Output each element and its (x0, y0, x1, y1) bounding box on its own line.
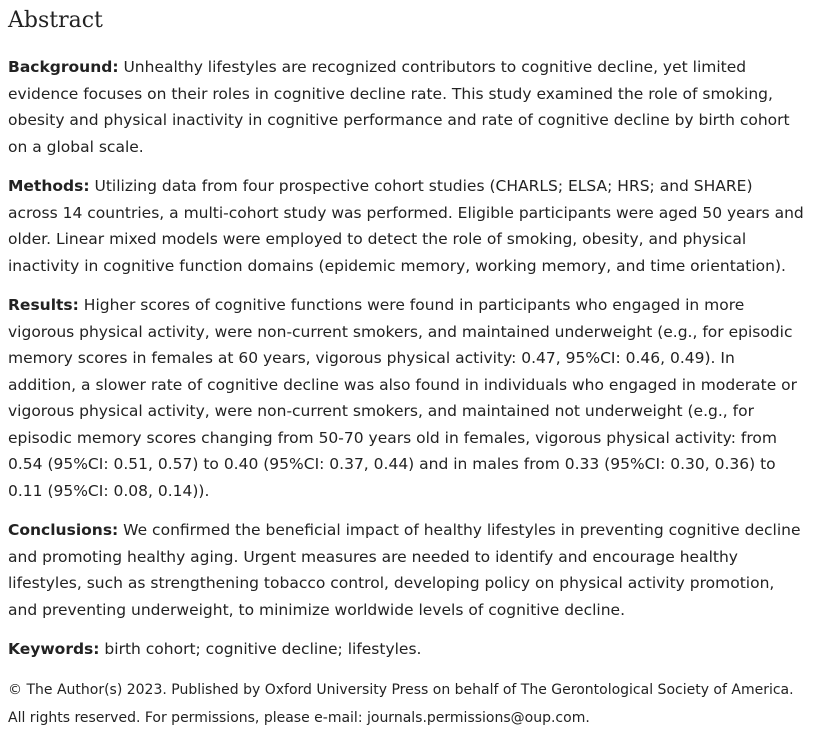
conclusions-section (8, 517, 805, 623)
keywords-label: Keywords: (8, 640, 100, 658)
conclusions-text: We confirmed the beneficial impact of healthy lifestyles in preventing cognitive decline and promoting healthy aging. Urgent measures are needed to identify and encourage healthy lifestyles, such as strengthening tobacco control, developing policy on physical activity promotion, and preventing underweight, to minimize worldwide levels of cognitive decline. (8, 521, 801, 619)
results-text: Higher scores of cognitive functions were found in participants who engaged in more vigorous physical activity, were non-current smokers, and maintained underweight (e.g., for episodic memory scores in females at 60 years, vigorous physical activity: 0.47, 95%CI: 0.46, 0.49). In addition, a slower rate of cognitive decline was also found in individuals who engaged in moderate or vigorous physical activity, were non-current smokers, and maintained not underweight (e.g., for episodic memory scores changing from 50-70 years old in females, vigorous physical activity: from 0.54 (95%CI: 0.51, 0.57) to 0.40 (95%CI: 0.37, 0.44) and in males from 0.33 (95%CI: 0.30, 0.36) to 0.11 (95%CI: 0.08, 0.14)). (8, 296, 798, 500)
conclusions-label: Conclusions: (8, 521, 119, 539)
methods-label: Methods: (8, 177, 90, 195)
background-text: Unhealthy lifestyles are recognized contributors to cognitive decline, yet limited evidence focuses on their roles in cognitive decline rate. This study examined the role of smoking, obesity and physical inactivity in cognitive performance and rate of cognitive decline by birth cohort on a global scale. (8, 58, 790, 156)
background-section (8, 54, 805, 160)
background-label: Background: (8, 58, 119, 76)
methods-section (8, 173, 805, 279)
keywords-section (8, 636, 805, 663)
results-section (8, 292, 805, 504)
keywords-text: birth cohort; cognitive decline; lifestyles. (99, 640, 422, 658)
abstract-heading: Abstract (8, 8, 103, 33)
methods-text: Utilizing data from four prospective cohort studies (CHARLS; ELSA; HRS; and SHARE) across 14 countries, a multi-cohort study was performed. Eligible participants were aged 50 years and older. Linear mixed models were employed to detect the role of smoking, obesity, and physical inactivity in cognitive function domains (epidemic memory, working memory, and time orientation). (8, 177, 804, 275)
results-label: Results: (8, 296, 79, 314)
copyright-notice: © The Author(s) 2023. Published by Oxford University Press on behalf of The Gerontological Society of America. All rights reserved. For permissions, please e-mail: journals.permissions@oup.com. (8, 681, 794, 726)
